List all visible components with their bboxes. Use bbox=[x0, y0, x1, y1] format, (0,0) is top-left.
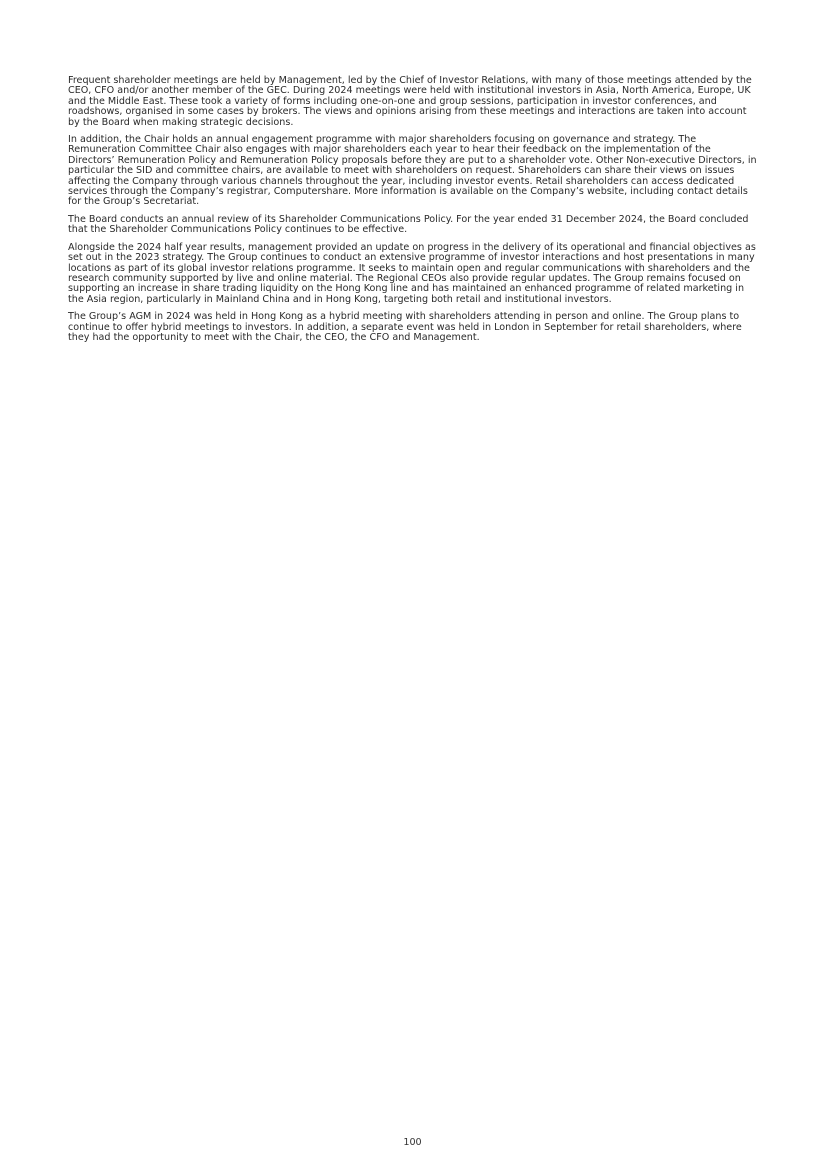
paragraph-communications-policy: The Board conducts an annual review of its Shareholder Communications Policy. For the year ended 31 December 2024, the Board concluded that the Shareholder Communications Policy continues to be effective. bbox=[68, 213, 749, 236]
paragraph-agm: The Group’s AGM in 2024 was held in Hong Kong as a hybrid meeting with shareholders attending in person and online. The Group plans to continue to offer hybrid meetings to investors. In addition, a separate event was held in London in September for retail shareholders, where they had the opportunity to meet with the Chair, the CEO, the CFO and Management. bbox=[68, 311, 742, 343]
page-number: 100 bbox=[403, 1137, 422, 1148]
document-body bbox=[68, 76, 758, 350]
paragraph-chair-engagement: In addition, the Chair holds an annual engagement programme with major shareholders focusing on governance and strategy. The Remuneration Committee Chair also engages with major shareholders each year to hear their feedback on the implementation of the Directors’ Remuneration Policy and Remuneration Policy proposals before they are put to a shareholder vote. Other Non-executive Directors, in particular the SID and committee chairs, are available to meet with shareholders on request. Shareholders can share their views on issues affecting the Company through various channels throughout the year, including investor events. Retail shareholders can access dedicated services through the Company’s registrar, Computershare. More information is available on the Company’s website, including contact details for the Group’s Secretariat. bbox=[68, 134, 757, 208]
paragraph-half-year-results: Alongside the 2024 half year results, management provided an update on progress in the delivery of its operational and financial objectives as set out in the 2023 strategy. The Group continues to conduct an extensive programme of investor interactions and host presentations in many locations as part of its global investor relations programme. It seeks to maintain open and regular communications with shareholders and the research community supported by live and online material. The Regional CEOs also provide regular updates. The Group remains focused on supporting an increase in share trading liquidity on the Hong Kong line and has maintained an enhanced programme of related marketing in the Asia region, particularly in Mainland China and in Hong Kong, targeting both retail and institutional investors. bbox=[68, 241, 756, 305]
paragraph-shareholder-meetings: Frequent shareholder meetings are held by Management, led by the Chief of Investor Relations, with many of those meetings attended by the CEO, CFO and/or another member of the GEC. During 2024 meetings were held with institutional investors in Asia, North America, Europe, UK and the Middle East. These took a variety of forms including one-on-one and group sessions, participation in investor conferences, and roadshows, organised in some cases by brokers. The views and opinions arising from these meetings and interactions are taken into account by the Board when making strategic decisions. bbox=[68, 75, 752, 128]
